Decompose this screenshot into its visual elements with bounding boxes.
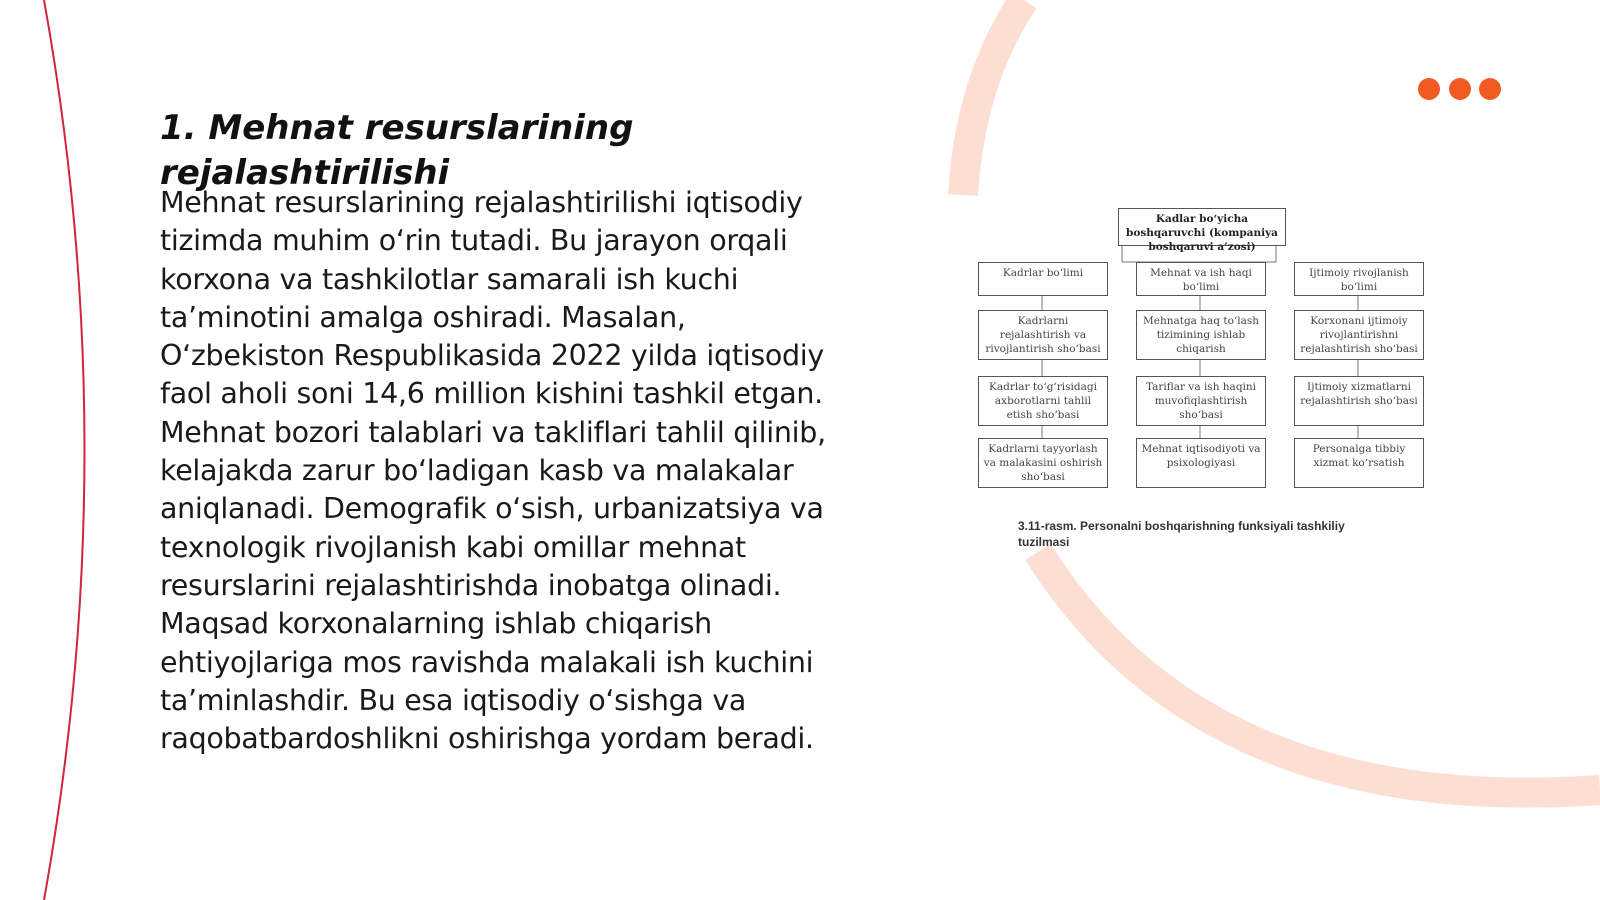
slide-title: 1. Mehnat resurslarining rejalashtirilishi: [160, 108, 634, 193]
slide-body-text: Mehnat resurslarining rejalashtirilishi iqtisodiy tizimda muhim oʻrin tutadi. Bu jarayon orqali korxona va tashkilotlar samarali ish kuchi taʼminotini amalga oshiradi. Masalan, Oʻzbekiston Respublikasida 2022 yilda iqtisodiy faol aholi soni 14,6 million kishini tashkil etgan. Mehnat bozori talablari va takliflari tahlil qilinib, kelajakda zarur boʻladigan kasb va malakalar aniqlanadi. Demografik oʻsish, urbanizatsiya va texnologik rivojlanish kabi omillar mehnat resurslarini rejalashtirishda inobatga olinadi. Maqsad korxonalarning ishlab chiqarish ehtiyojlariga mos ravishda malakali ish kuchini taʼminlashdir. Bu esa iqtisodiy oʻsishga va raqobatbardoshlikni oshirishga yordam beradi.: [160, 186, 826, 756]
org-chart-section-node: Personalga tibbiy xizmat ko‘rsatish: [1294, 438, 1424, 488]
org-chart-section-node: Kadrlarni tayyorlash va malakasini oshirish sho‘basi: [978, 438, 1108, 488]
org-chart-root-node: Kadlar bo‘yicha boshqaruvchi (kompaniya boshqaruvi a’zosi): [1118, 208, 1286, 246]
menu-dots-icon: [1418, 78, 1518, 104]
org-chart-department-node: Mehnat va ish haqi bo‘limi: [1136, 262, 1266, 296]
org-chart-section-node: Mehnat iqtisodiyoti va psixologiyasi: [1136, 438, 1266, 488]
diagram-caption: 3.11-rasm. Personalni boshqarishning funksiyali tashkiliy tuzilmasi: [1018, 519, 1345, 549]
org-chart-section-node: Kadrlarni rejalashtirish va rivojlantirish sho‘basi: [978, 310, 1108, 360]
decorative-ring-bottom: [1038, 552, 1600, 793]
dot-icon: [1418, 78, 1440, 100]
org-chart-department-node: Ijtimoiy rivojlanish bo‘limi: [1294, 262, 1424, 296]
org-chart-section-node: Tariflar va ish haqini muvofiqlashtirish sho‘basi: [1136, 376, 1266, 426]
org-chart-section-node: Korxonani ijtimoiy rivojlantirishni rejalashtirish sho‘basi: [1294, 310, 1424, 360]
org-chart-section-node: Kadrlar to‘g‘risidagi axborotlarni tahlil etish sho‘basi: [978, 376, 1108, 426]
org-chart-section-node: Ijtimoiy xizmatlarni rejalashtirish sho‘basi: [1294, 376, 1424, 426]
decorative-ring-top: [963, 0, 1024, 195]
left-curve-line: [44, 0, 85, 900]
dot-icon: [1479, 78, 1501, 100]
org-chart-section-node: Mehnatga haq to‘lash tizimining ishlab chiqarish: [1136, 310, 1266, 360]
dot-icon: [1449, 78, 1471, 100]
org-chart-department-node: Kadrlar bo‘limi: [978, 262, 1108, 296]
